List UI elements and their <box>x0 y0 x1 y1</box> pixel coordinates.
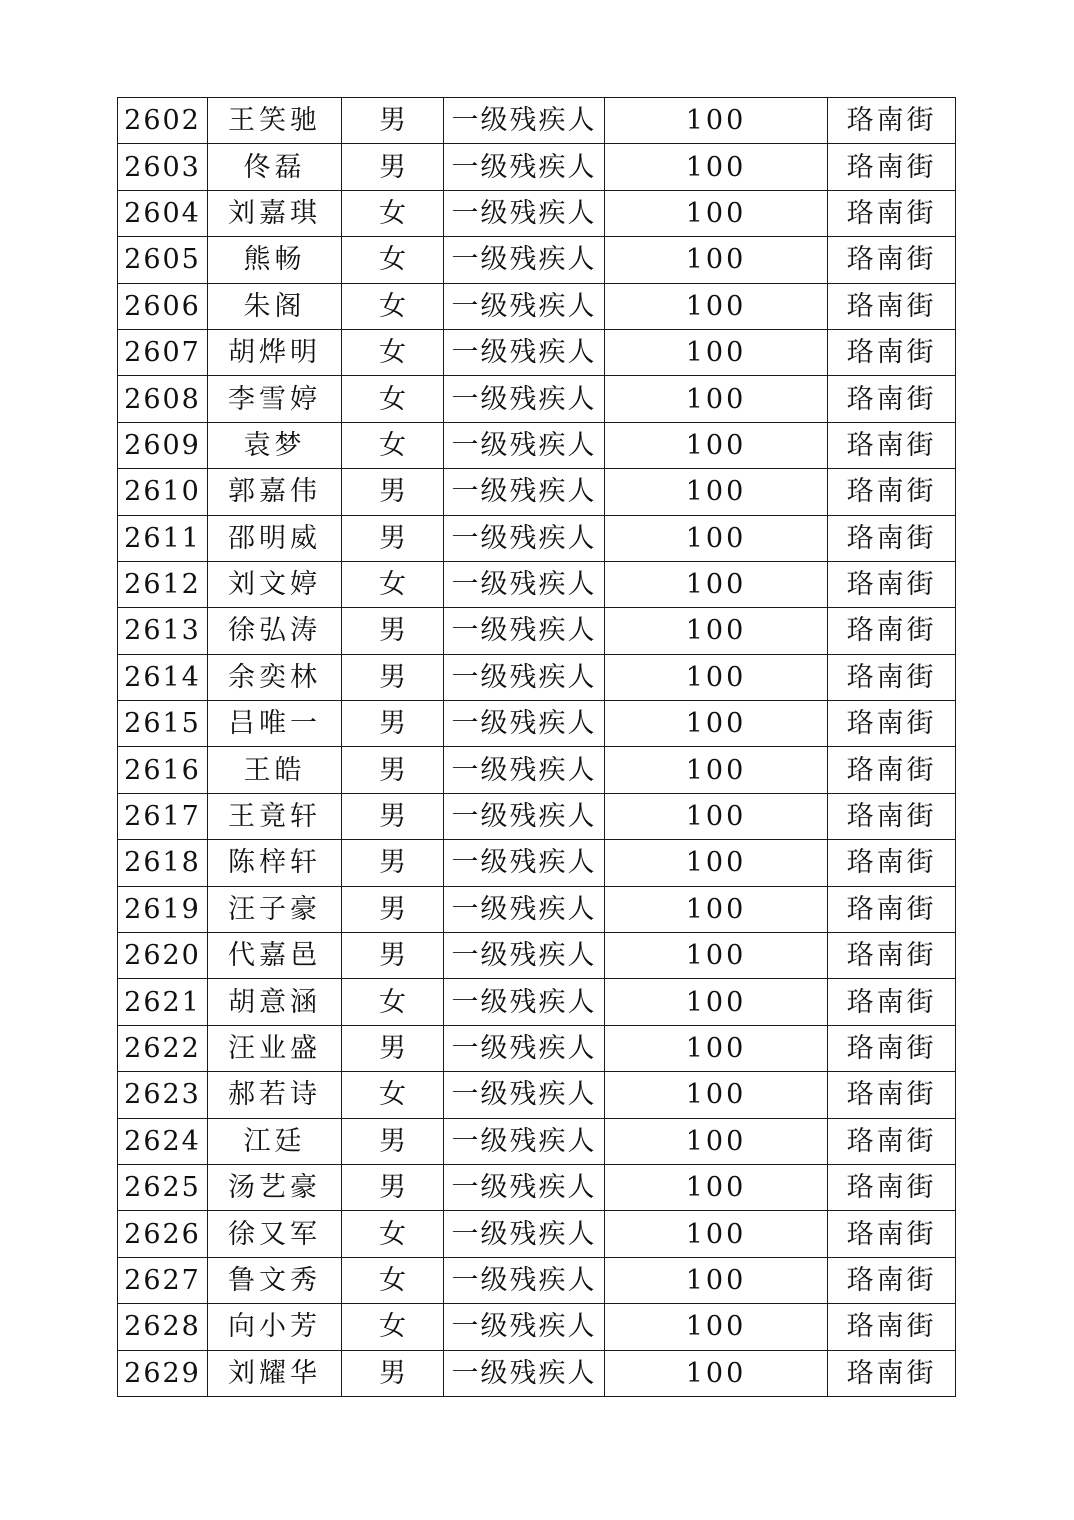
row-number: 2618 <box>118 840 208 886</box>
person-name: 郭嘉伟 <box>208 469 342 515</box>
row-number: 2603 <box>118 144 208 190</box>
gender-cell: 男 <box>342 98 444 144</box>
gender-cell: 男 <box>342 469 444 515</box>
street-cell: 珞南街 <box>828 840 956 886</box>
amount-cell: 100 <box>605 1072 828 1118</box>
row-number: 2616 <box>118 747 208 793</box>
disability-type-cell: 一级残疾人 <box>444 1257 605 1303</box>
table-row <box>118 1072 956 1118</box>
street-cell: 珞南街 <box>828 1304 956 1350</box>
row-number: 2617 <box>118 793 208 839</box>
gender-cell: 女 <box>342 979 444 1025</box>
street-cell: 珞南街 <box>828 979 956 1025</box>
person-name: 余奕林 <box>208 654 342 700</box>
gender-cell: 男 <box>342 1164 444 1210</box>
disability-type-cell: 一级残疾人 <box>444 376 605 422</box>
table-row <box>118 237 956 283</box>
gender-cell: 男 <box>342 840 444 886</box>
row-number: 2619 <box>118 886 208 932</box>
person-name: 袁梦 <box>208 422 342 468</box>
street-cell: 珞南街 <box>828 886 956 932</box>
row-number: 2609 <box>118 422 208 468</box>
person-name: 徐又军 <box>208 1211 342 1257</box>
disability-type-cell: 一级残疾人 <box>444 1118 605 1164</box>
person-name: 王笑驰 <box>208 98 342 144</box>
amount-cell: 100 <box>605 237 828 283</box>
table-row <box>118 1257 956 1303</box>
table-row <box>118 701 956 747</box>
gender-cell: 男 <box>342 654 444 700</box>
table-row <box>118 144 956 190</box>
table-row <box>118 886 956 932</box>
table-row <box>118 561 956 607</box>
disability-type-cell: 一级残疾人 <box>444 747 605 793</box>
row-number: 2610 <box>118 469 208 515</box>
street-cell: 珞南街 <box>828 1164 956 1210</box>
amount-cell: 100 <box>605 283 828 329</box>
person-name: 郝若诗 <box>208 1072 342 1118</box>
street-cell: 珞南街 <box>828 747 956 793</box>
row-number: 2625 <box>118 1164 208 1210</box>
street-cell: 珞南街 <box>828 701 956 747</box>
row-number: 2615 <box>118 701 208 747</box>
person-name: 刘文婷 <box>208 561 342 607</box>
street-cell: 珞南街 <box>828 469 956 515</box>
row-number: 2608 <box>118 376 208 422</box>
amount-cell: 100 <box>605 469 828 515</box>
table-row <box>118 933 956 979</box>
person-name: 朱阁 <box>208 283 342 329</box>
street-cell: 珞南街 <box>828 654 956 700</box>
amount-cell: 100 <box>605 144 828 190</box>
table-row <box>118 190 956 236</box>
street-cell: 珞南街 <box>828 793 956 839</box>
amount-cell: 100 <box>605 933 828 979</box>
gender-cell: 男 <box>342 886 444 932</box>
person-name: 李雪婷 <box>208 376 342 422</box>
street-cell: 珞南街 <box>828 1118 956 1164</box>
gender-cell: 男 <box>342 701 444 747</box>
table-row <box>118 793 956 839</box>
disability-type-cell: 一级残疾人 <box>444 329 605 375</box>
street-cell: 珞南街 <box>828 933 956 979</box>
disability-type-cell: 一级残疾人 <box>444 654 605 700</box>
person-name: 王竟轩 <box>208 793 342 839</box>
disability-type-cell: 一级残疾人 <box>444 886 605 932</box>
street-cell: 珞南街 <box>828 190 956 236</box>
row-number: 2624 <box>118 1118 208 1164</box>
table-row <box>118 283 956 329</box>
street-cell: 珞南街 <box>828 1350 956 1396</box>
person-name: 邵明威 <box>208 515 342 561</box>
street-cell: 珞南街 <box>828 608 956 654</box>
amount-cell: 100 <box>605 1304 828 1350</box>
person-name: 汪业盛 <box>208 1025 342 1071</box>
amount-cell: 100 <box>605 422 828 468</box>
amount-cell: 100 <box>605 376 828 422</box>
gender-cell: 男 <box>342 747 444 793</box>
street-cell: 珞南街 <box>828 1025 956 1071</box>
street-cell: 珞南街 <box>828 144 956 190</box>
amount-cell: 100 <box>605 1257 828 1303</box>
table-row <box>118 1025 956 1071</box>
amount-cell: 100 <box>605 979 828 1025</box>
street-cell: 珞南街 <box>828 98 956 144</box>
table-row <box>118 654 956 700</box>
disability-type-cell: 一级残疾人 <box>444 1072 605 1118</box>
gender-cell: 女 <box>342 1211 444 1257</box>
row-number: 2606 <box>118 283 208 329</box>
row-number: 2605 <box>118 237 208 283</box>
amount-cell: 100 <box>605 886 828 932</box>
street-cell: 珞南街 <box>828 1072 956 1118</box>
disability-type-cell: 一级残疾人 <box>444 144 605 190</box>
street-cell: 珞南街 <box>828 515 956 561</box>
person-name: 汤艺豪 <box>208 1164 342 1210</box>
disability-type-cell: 一级残疾人 <box>444 1350 605 1396</box>
table-row <box>118 98 956 144</box>
gender-cell: 女 <box>342 329 444 375</box>
table-row <box>118 329 956 375</box>
amount-cell: 100 <box>605 747 828 793</box>
disability-type-cell: 一级残疾人 <box>444 283 605 329</box>
amount-cell: 100 <box>605 840 828 886</box>
table-row <box>118 515 956 561</box>
row-number: 2629 <box>118 1350 208 1396</box>
table-row <box>118 1304 956 1350</box>
row-number: 2607 <box>118 329 208 375</box>
gender-cell: 女 <box>342 561 444 607</box>
disability-type-cell: 一级残疾人 <box>444 701 605 747</box>
row-number: 2622 <box>118 1025 208 1071</box>
person-name: 江廷 <box>208 1118 342 1164</box>
person-name: 佟磊 <box>208 144 342 190</box>
person-name: 刘嘉琪 <box>208 190 342 236</box>
amount-cell: 100 <box>605 1164 828 1210</box>
person-name: 陈梓轩 <box>208 840 342 886</box>
amount-cell: 100 <box>605 701 828 747</box>
table-row <box>118 747 956 793</box>
amount-cell: 100 <box>605 1211 828 1257</box>
disability-type-cell: 一级残疾人 <box>444 190 605 236</box>
amount-cell: 100 <box>605 98 828 144</box>
gender-cell: 男 <box>342 1118 444 1164</box>
row-number: 2620 <box>118 933 208 979</box>
table-row <box>118 1211 956 1257</box>
person-name: 徐弘涛 <box>208 608 342 654</box>
disability-type-cell: 一级残疾人 <box>444 422 605 468</box>
street-cell: 珞南街 <box>828 283 956 329</box>
roster-body <box>118 98 956 1397</box>
gender-cell: 男 <box>342 1350 444 1396</box>
amount-cell: 100 <box>605 793 828 839</box>
disability-type-cell: 一级残疾人 <box>444 469 605 515</box>
row-number: 2613 <box>118 608 208 654</box>
roster-table <box>117 97 956 1397</box>
person-name: 胡意涵 <box>208 979 342 1025</box>
row-number: 2604 <box>118 190 208 236</box>
gender-cell: 男 <box>342 933 444 979</box>
person-name: 熊畅 <box>208 237 342 283</box>
disability-type-cell: 一级残疾人 <box>444 1211 605 1257</box>
gender-cell: 女 <box>342 237 444 283</box>
street-cell: 珞南街 <box>828 422 956 468</box>
table-row <box>118 1118 956 1164</box>
table-row <box>118 1164 956 1210</box>
row-number: 2626 <box>118 1211 208 1257</box>
row-number: 2611 <box>118 515 208 561</box>
gender-cell: 男 <box>342 608 444 654</box>
gender-cell: 男 <box>342 144 444 190</box>
amount-cell: 100 <box>605 608 828 654</box>
row-number: 2623 <box>118 1072 208 1118</box>
street-cell: 珞南街 <box>828 329 956 375</box>
gender-cell: 男 <box>342 515 444 561</box>
disability-type-cell: 一级残疾人 <box>444 793 605 839</box>
street-cell: 珞南街 <box>828 1257 956 1303</box>
gender-cell: 女 <box>342 190 444 236</box>
gender-cell: 男 <box>342 793 444 839</box>
street-cell: 珞南街 <box>828 376 956 422</box>
amount-cell: 100 <box>605 329 828 375</box>
gender-cell: 女 <box>342 1072 444 1118</box>
amount-cell: 100 <box>605 190 828 236</box>
table-row <box>118 979 956 1025</box>
gender-cell: 男 <box>342 1025 444 1071</box>
row-number: 2627 <box>118 1257 208 1303</box>
table-row <box>118 376 956 422</box>
gender-cell: 女 <box>342 1304 444 1350</box>
person-name: 胡烨明 <box>208 329 342 375</box>
gender-cell: 女 <box>342 1257 444 1303</box>
table-row <box>118 608 956 654</box>
disability-type-cell: 一级残疾人 <box>444 608 605 654</box>
row-number: 2614 <box>118 654 208 700</box>
amount-cell: 100 <box>605 654 828 700</box>
table-row <box>118 469 956 515</box>
person-name: 代嘉邑 <box>208 933 342 979</box>
disability-type-cell: 一级残疾人 <box>444 1304 605 1350</box>
table-row <box>118 1350 956 1396</box>
amount-cell: 100 <box>605 515 828 561</box>
disability-type-cell: 一级残疾人 <box>444 98 605 144</box>
disability-type-cell: 一级残疾人 <box>444 237 605 283</box>
row-number: 2612 <box>118 561 208 607</box>
gender-cell: 女 <box>342 422 444 468</box>
row-number: 2621 <box>118 979 208 1025</box>
amount-cell: 100 <box>605 1350 828 1396</box>
person-name: 王皓 <box>208 747 342 793</box>
person-name: 刘耀华 <box>208 1350 342 1396</box>
street-cell: 珞南街 <box>828 237 956 283</box>
row-number: 2628 <box>118 1304 208 1350</box>
street-cell: 珞南街 <box>828 561 956 607</box>
amount-cell: 100 <box>605 1025 828 1071</box>
disability-type-cell: 一级残疾人 <box>444 933 605 979</box>
amount-cell: 100 <box>605 1118 828 1164</box>
disability-type-cell: 一级残疾人 <box>444 561 605 607</box>
row-number: 2602 <box>118 98 208 144</box>
amount-cell: 100 <box>605 561 828 607</box>
person-name: 汪子豪 <box>208 886 342 932</box>
disability-type-cell: 一级残疾人 <box>444 1164 605 1210</box>
person-name: 吕唯一 <box>208 701 342 747</box>
gender-cell: 女 <box>342 376 444 422</box>
disability-type-cell: 一级残疾人 <box>444 979 605 1025</box>
disability-type-cell: 一级残疾人 <box>444 840 605 886</box>
table-row <box>118 840 956 886</box>
street-cell: 珞南街 <box>828 1211 956 1257</box>
person-name: 鲁文秀 <box>208 1257 342 1303</box>
disability-type-cell: 一级残疾人 <box>444 515 605 561</box>
disability-type-cell: 一级残疾人 <box>444 1025 605 1071</box>
table-row <box>118 422 956 468</box>
gender-cell: 女 <box>342 283 444 329</box>
person-name: 向小芳 <box>208 1304 342 1350</box>
